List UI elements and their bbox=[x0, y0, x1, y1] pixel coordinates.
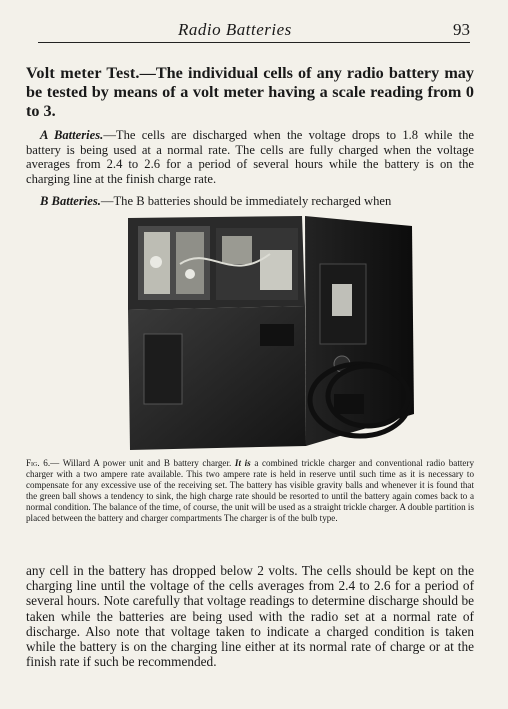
volt-meter-paragraph bbox=[26, 64, 474, 121]
label-plate bbox=[260, 324, 294, 346]
gravity-ball-icon bbox=[150, 256, 162, 268]
caption-emphasis: It is bbox=[234, 458, 251, 468]
plug-icon bbox=[334, 394, 364, 414]
b-batteries-lead: B Batteries. bbox=[40, 194, 101, 208]
willard-charger-photo bbox=[120, 214, 430, 452]
a-batteries-lead: A Batteries. bbox=[40, 128, 104, 142]
page-header bbox=[38, 20, 470, 43]
volt-meter-lead: Volt meter Test. bbox=[26, 64, 140, 82]
running-title: Radio Batteries bbox=[178, 20, 292, 39]
volt-meter-text: —The individual cells of any radio battery may be tested by means of a volt meter having a scale reading from 0 to 3. bbox=[26, 64, 474, 120]
transformer bbox=[260, 250, 292, 290]
continuation-paragraph: any cell in the battery has dropped below 2 volts. The cells should be kept on the charging line until the voltage of the cells averages from 2.4 to 2.6 for a period of several hours. Note carefully that voltage readings to determine discharge should be taken while the batteries are being used with the radio set at a normal rate of discharge. Also note that voltage taken to indicate a charged condition is taken while the battery is on the charging line either at its normal rate of charge or at the finish rate if such be recommended. bbox=[26, 563, 474, 670]
gravity-ball-icon bbox=[185, 269, 195, 279]
b-batteries-paragraph bbox=[26, 194, 474, 209]
charger-bulb bbox=[222, 236, 252, 264]
caption-title: Willard A power unit and B battery charger. bbox=[62, 458, 232, 468]
b-batteries-text: —The B batteries should be immediately recharged when bbox=[100, 194, 392, 208]
front-panel bbox=[144, 334, 182, 404]
figure-caption bbox=[26, 458, 474, 523]
switch-icon bbox=[332, 284, 352, 316]
page-number: 93 bbox=[453, 20, 470, 39]
figure-label: Fig. 6.— bbox=[26, 458, 60, 468]
a-batteries-paragraph bbox=[26, 128, 474, 186]
a-batteries-text: —The cells are discharged when the voltage drops to 1.8 while the battery is being used at a normal rate. The cells are fully charged when the voltage averages from 2.4 to 2.6 for a period of several hours while the battery is on the charging line at the finish charge rate. bbox=[26, 128, 474, 186]
caption-body: a combined trickle charger and conventional radio battery charger with a two ampere rate available. This two ampere rate is held in reserve until such time as it is necessary to compensate for any excessive use of the receiving set. The battery has visible gravity balls and whenever it is found that the green ball shows a tendency to sink, the high charge rate should be resorted to until the battery again comes back to a normal condition. The balance of the time, of course, the unit will be used as a straight trickle charger. A double partition is placed between the battery and charger compartments The charger is of the bulb type. bbox=[26, 458, 474, 523]
